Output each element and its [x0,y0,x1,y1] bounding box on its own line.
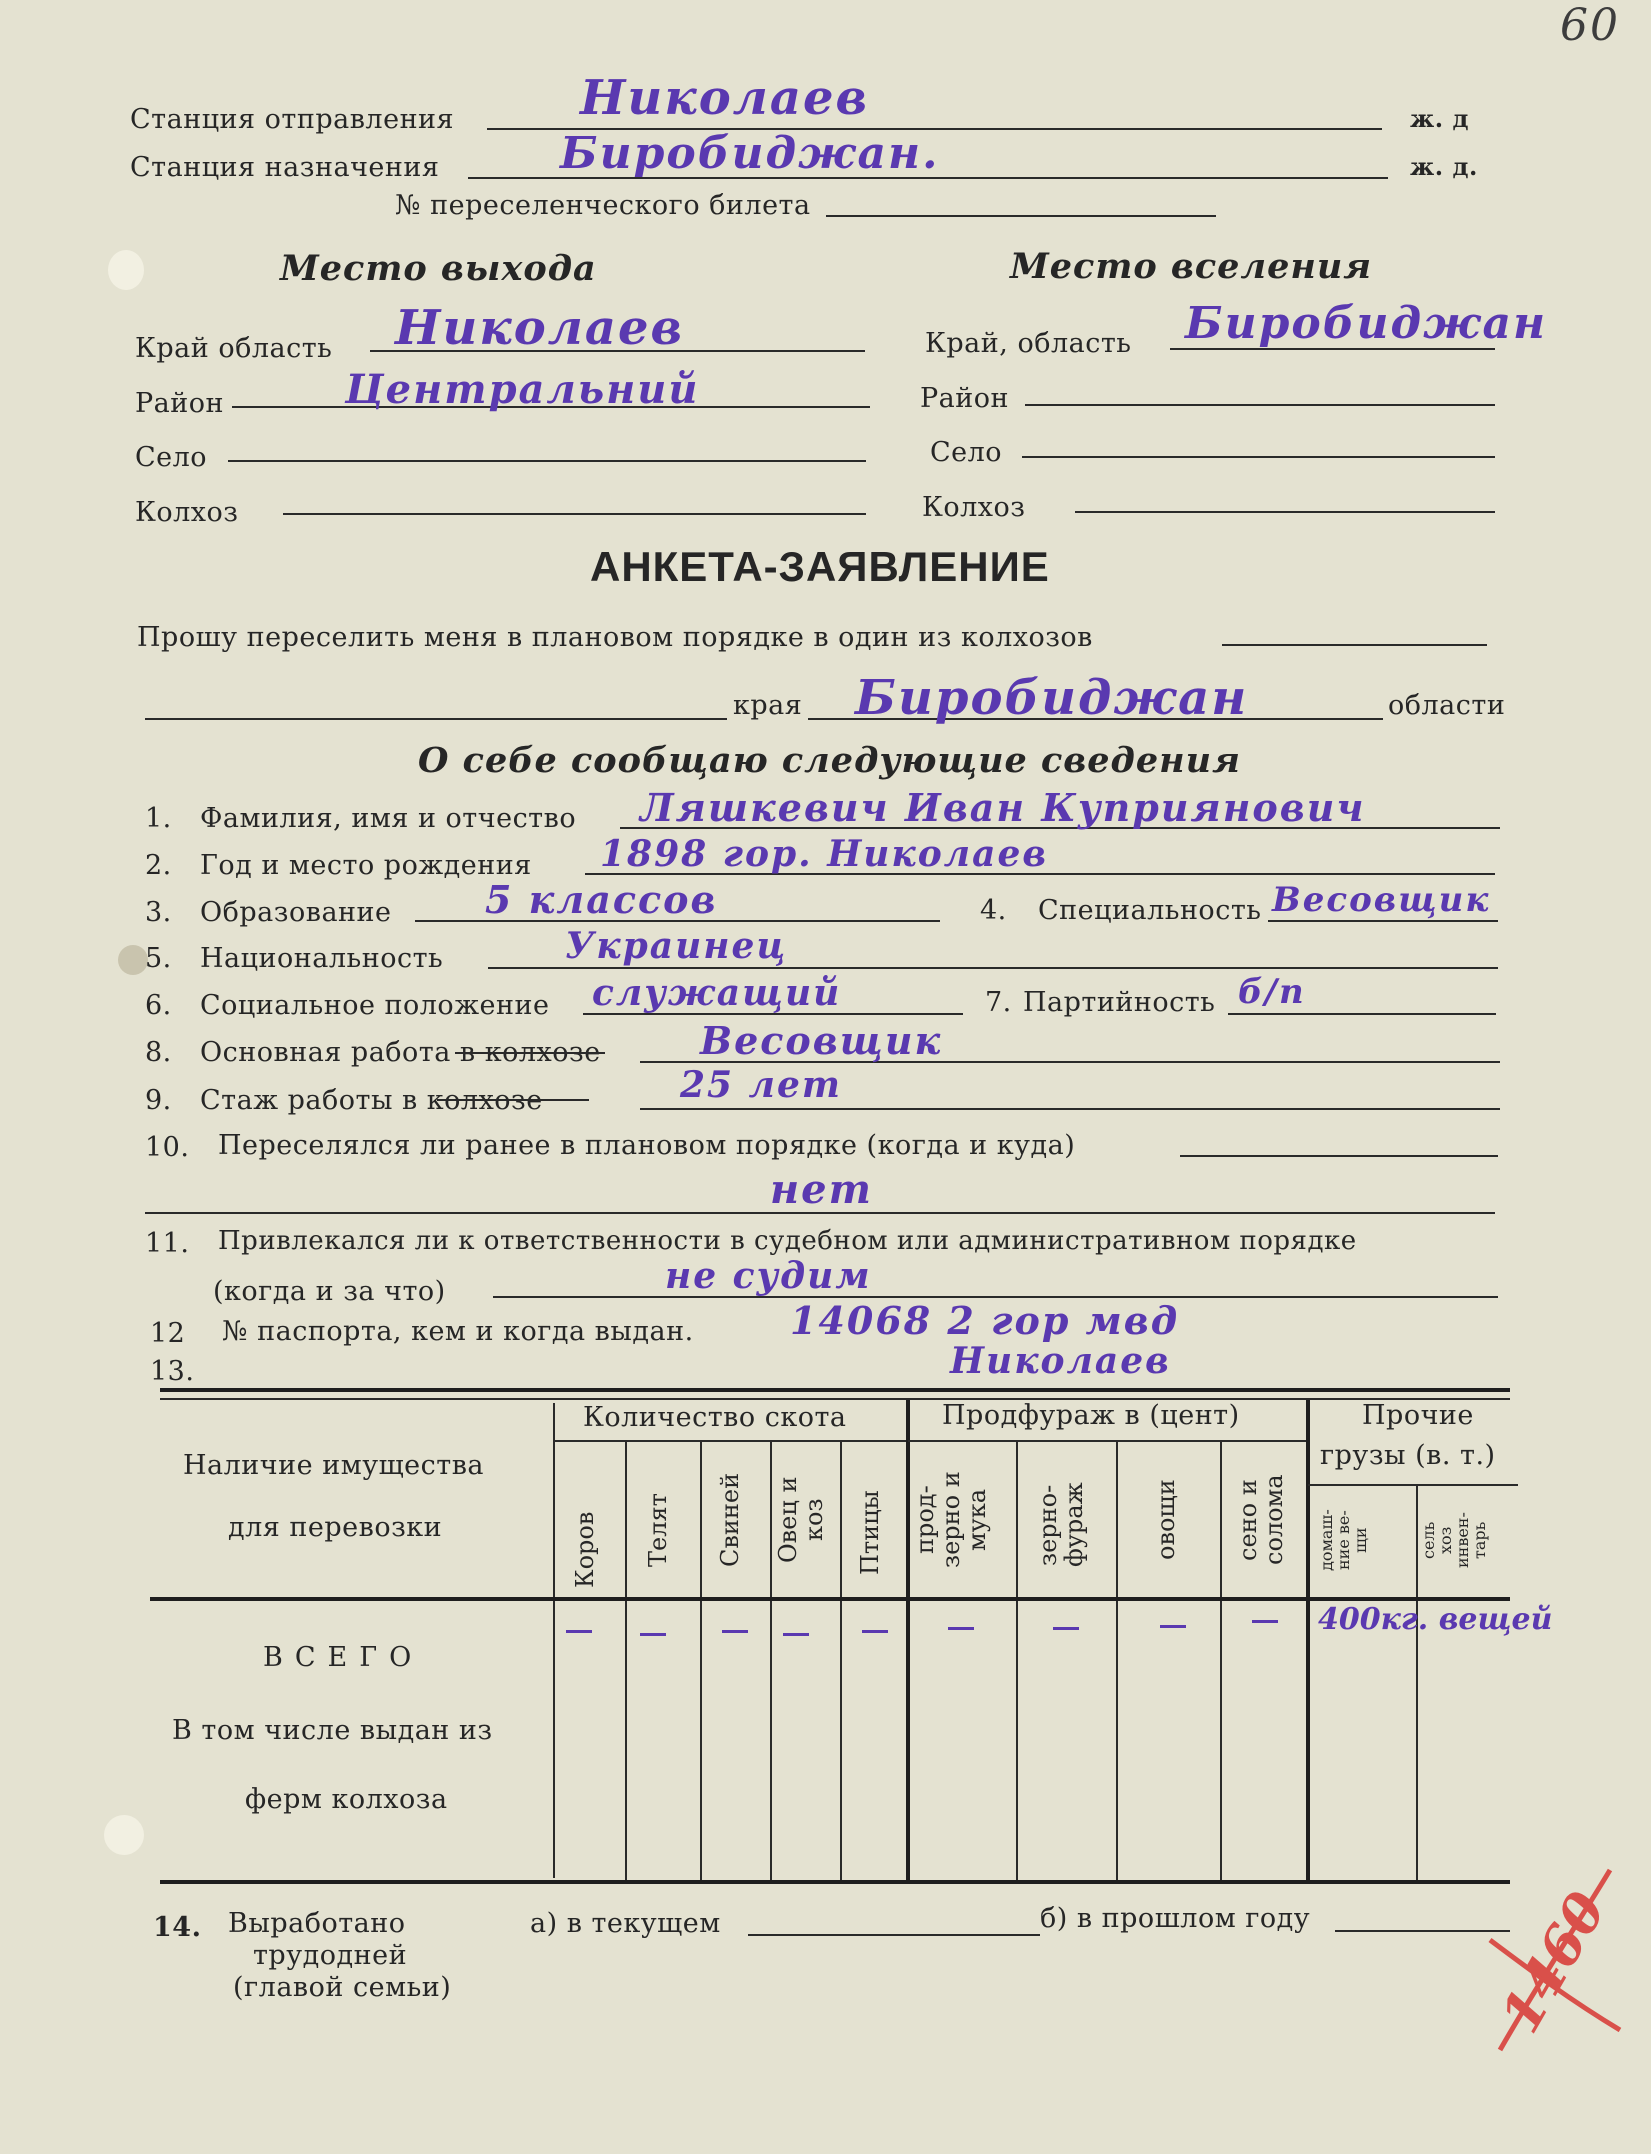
destination-value: Биробиджан. [560,128,940,179]
f9-num: 9. [145,1085,172,1116]
request-kray-value: Биробиджан [855,670,1249,726]
col-divider-0 [553,1403,555,1878]
settle-kolkhoz-line [1075,511,1495,513]
f11-num: 11. [145,1228,190,1259]
request-oblast-label: области [1388,690,1506,721]
exit-village-line [228,460,866,462]
col-divider-7 [1220,1440,1222,1880]
f8-num: 8. [145,1037,172,1068]
f7-line [1228,1013,1496,1015]
f6-label: Социальное положение [200,990,550,1021]
f10-line2 [145,1212,1495,1214]
workdays-current-label: а) в текущем [530,1908,721,1939]
table-top-border [160,1388,1510,1392]
workdays-label-line1: Выработано [228,1908,406,1939]
request-kolkhoz-line [1222,644,1487,646]
f5-line [488,967,1498,969]
col-header-forage: зерно- фураж [1034,1482,1088,1568]
departure-suffix: ж. д [1410,104,1469,133]
f9-strike [437,1099,589,1101]
form-title: АНКЕТА-ЗАЯВЛЕНИЕ [590,543,1050,590]
col-divider-5 [1016,1440,1018,1880]
f1-num: 1. [145,803,172,834]
col-header-grain: прод- зерно и мука [911,1471,991,1569]
f2-value: 1898 гор. Николаев [600,833,1049,875]
f7-label: Партийность [1023,987,1216,1018]
cell-dash-birds [862,1630,888,1633]
exit-kolkhoz-label: Колхоз [135,497,239,528]
red-annotation-number: 1460 [1487,1880,1619,2044]
destination-suffix: ж. д. [1410,152,1478,181]
col-header-sheep: Овец и коз [774,1476,828,1564]
col-divider-group1 [906,1400,910,1880]
settle-place-title: Место вселения [1010,246,1373,287]
f3-value: 5 классов [485,877,718,922]
settle-region-value: Биробиджан [1185,298,1548,349]
row-issued-line1: В том числе выдан из [172,1715,493,1746]
f8-value: Весовщик [700,1018,943,1063]
table-bottom-border [160,1880,1510,1884]
settle-village-line [1022,456,1495,458]
f10-label: Переселялся ли ранее в плановом порядке (когда и куда) [218,1130,1076,1161]
total-household-value: 400кг. вещей [1318,1602,1553,1637]
settle-district-line [1025,404,1495,406]
f9-line [640,1108,1500,1110]
f6-num: 6. [145,990,172,1021]
exit-district-value: Центральний [345,366,700,413]
col-header-birds: Птицы [856,1490,884,1576]
cell-dash-pigs [722,1630,748,1633]
f11-value: не судим [665,1255,872,1297]
workdays-past-label: б) в прошлом году [1040,1903,1311,1934]
cell-dash-sheep [783,1633,809,1636]
col-header-vegetables: овощи [1152,1479,1180,1561]
cell-dash-vegetables [1160,1625,1186,1628]
f5-value: Украинец [565,925,788,967]
about-title: О себе сообщаю следующие сведения [418,740,1241,781]
f9-label: Стаж работы в колхозе [200,1085,543,1116]
exit-village-label: Село [135,442,208,473]
f13-num: 13. [150,1356,195,1387]
f2-num: 2. [145,850,172,881]
property-header-line1: Наличие имущества [183,1450,485,1481]
f4-label: Специальность [1038,895,1262,926]
f5-num: 5. [145,943,172,974]
request-kray-label: края [733,690,803,721]
settle-kolkhoz-label: Колхоз [922,492,1026,523]
workdays-label-line3: (главой семьи) [233,1972,452,2003]
col-header-cows: Коров [571,1511,599,1589]
cell-dash-grain [948,1627,974,1630]
f6-value: служащий [592,972,842,1014]
f4-num: 4. [980,895,1007,926]
f10-num: 10. [145,1132,190,1163]
workdays-label-line2: трудодней [253,1940,408,1971]
f10-value: нет [770,1166,873,1213]
f12-label: № паспорта, кем и когда выдан. [222,1316,694,1347]
f12-value: 14068 2 гор мвд [790,1298,1180,1343]
col-header-pigs: Свиней [716,1472,744,1568]
fodder-group-underline [908,1440,1308,1442]
f4-line [1268,920,1498,922]
exit-district-label: Район [135,388,225,419]
f2-label: Год и место рождения [200,850,532,881]
f3-num: 3. [145,897,172,928]
f10-line [1180,1155,1498,1157]
f3-label: Образование [200,897,392,928]
f7-value: б/п [1238,972,1306,1012]
f11-label: Привлекался ли к ответственности в судебном или административном порядке [218,1226,1357,1256]
settle-region-label: Край, область [925,328,1132,359]
workdays-num: 14. [153,1912,202,1943]
request-text: Прошу переселить меня в плановом порядке в один из колхозов [137,622,1093,653]
f11-label2: (когда и за что) [213,1276,446,1307]
livestock-group-underline [553,1440,908,1442]
ticket-label: № переселенческого билета [395,190,811,221]
other-group-header-line2: грузы (в. т.) [1320,1440,1496,1471]
f9-value: 25 лет [680,1064,842,1106]
page-number: 60 [1560,0,1620,51]
col-divider-1 [625,1440,627,1880]
col-divider-3 [770,1440,772,1880]
table-header-bottom-border [150,1597,1510,1601]
col-divider-group2 [1306,1400,1310,1880]
row-total-label: ВСЕГО [263,1642,424,1673]
f1-label: Фамилия, имя и отчество [200,803,577,834]
col-divider-8 [1416,1484,1418,1880]
cell-dash-calves [640,1633,666,1636]
punch-hole-middle [118,945,148,975]
f8-label: Основная работа в колхозе [200,1037,601,1068]
ticket-line [826,215,1216,217]
col-header-hay: сено и солома [1234,1474,1288,1566]
exit-kolkhoz-line [283,513,866,515]
other-group-underline [1308,1484,1518,1486]
punch-hole-bottom [104,1815,144,1855]
workdays-current-line [748,1934,1040,1936]
f4-value: Весовщик [1272,880,1491,920]
exit-region-label: Край область [135,333,333,364]
f5-label: Национальность [200,943,444,974]
other-group-header-line1: Прочие [1362,1400,1474,1431]
col-divider-2 [700,1440,702,1880]
f8-strike [455,1052,605,1054]
settle-district-label: Район [920,383,1010,414]
fodder-group-header: Продфураж в (цент) [942,1400,1240,1431]
destination-label: Станция назначения [130,152,440,183]
property-header-line2: для перевозки [228,1512,443,1543]
cell-dash-cows [566,1630,592,1633]
f13-value: Николаев [950,1340,1171,1382]
exit-place-title: Место выхода [280,248,597,289]
col-divider-6 [1116,1440,1118,1880]
col-header-farm: сель хоз инвен- тарь [1419,1512,1489,1568]
livestock-group-header: Количество скота [583,1402,847,1433]
request-blank-line [145,718,727,720]
cell-dash-hay [1252,1620,1278,1623]
f12-num: 12 [150,1318,186,1349]
col-header-household: домаш- ние ве- щи [1317,1509,1370,1571]
col-header-calves: Телят [644,1493,672,1567]
cell-dash-forage [1053,1627,1079,1630]
punch-hole-top [108,250,144,290]
departure-label: Станция отправления [130,104,455,135]
exit-region-value: Николаев [395,300,685,356]
f1-value: Ляшкевич Иван Куприянович [640,785,1366,830]
row-issued-line2: ферм колхоза [245,1784,448,1815]
settle-village-label: Село [930,437,1003,468]
departure-value: Николаев [580,70,870,126]
col-divider-4 [840,1440,842,1880]
f7-num: 7. [985,987,1012,1018]
